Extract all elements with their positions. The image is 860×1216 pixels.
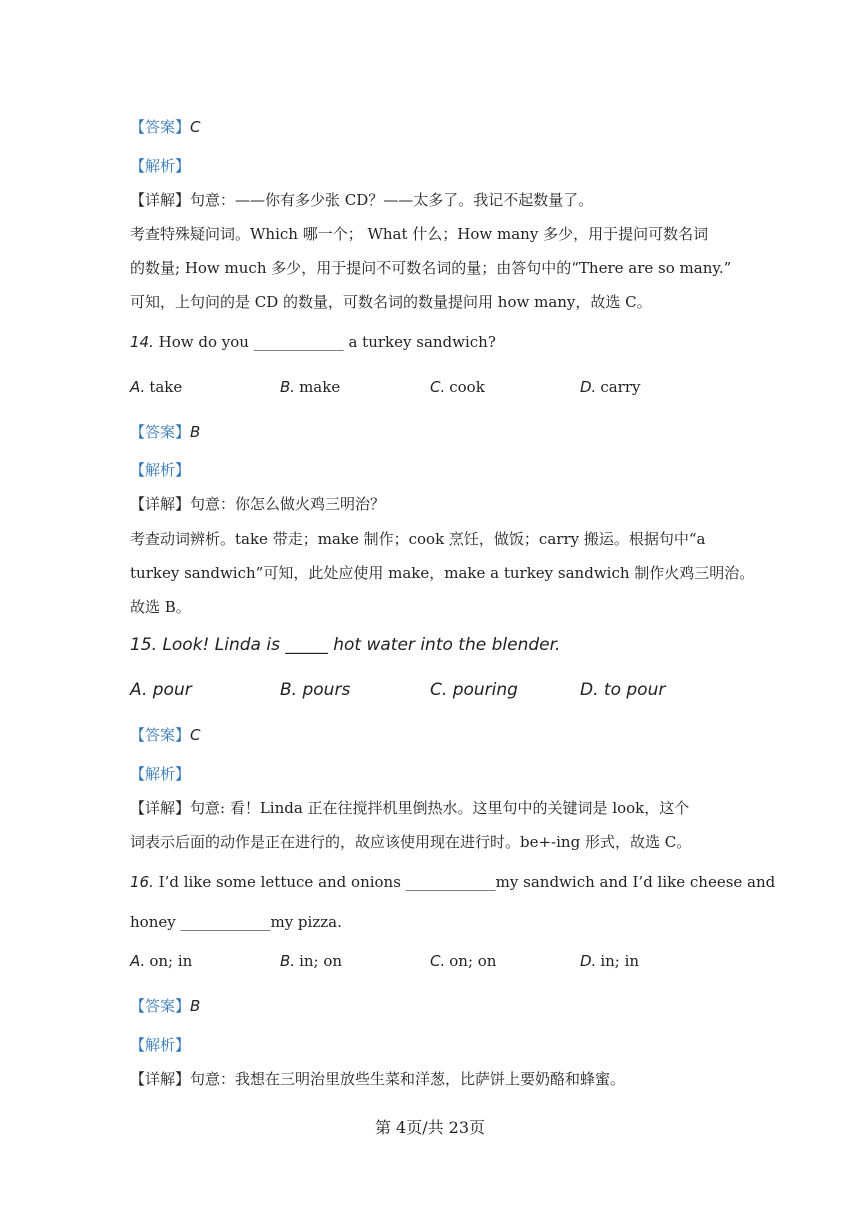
q16-analysis-label: 【解析】	[130, 1036, 191, 1054]
option-text: pouring	[452, 680, 518, 700]
answer-value: C	[190, 726, 201, 744]
option-letter: A.	[130, 378, 146, 396]
q14-option-a	[130, 377, 182, 397]
q13-detail-line: 【详解】句意：——你有多少张 CD？——太多了。我记不起数量了。	[130, 191, 594, 209]
option-text: to pour	[603, 680, 666, 700]
q14-analysis-label: 【解析】	[130, 461, 191, 479]
answer-label: 【答案】	[130, 118, 191, 136]
q14-detail-line: 故选 B。	[130, 598, 191, 616]
option-letter: B.	[280, 680, 298, 700]
q13-detail-line: 可知，上句问的是 CD 的数量，可数名词的数量提问用 how many，故选 C。	[130, 293, 652, 311]
answer-label: 【答案】	[130, 726, 191, 744]
q14-stem: How do you ____________ a turkey sandwich?	[158, 333, 496, 351]
option-letter: C.	[430, 952, 446, 970]
answer-label: 【答案】	[130, 997, 191, 1015]
q14-option-b	[280, 377, 340, 397]
q13-detail-line: 考查特殊疑问词。Which 哪一个； What 什么；How many 多少，用于提问可数名词	[130, 225, 709, 243]
q14-detail-line: turkey sandwich”可知，此处应使用 make，make a turkey sandwich 制作火鸡三明治。	[130, 564, 755, 582]
answer-label: 【答案】	[130, 423, 191, 441]
q14-answer	[130, 422, 200, 442]
q14-question	[130, 332, 496, 352]
q14-number: 14.	[130, 333, 154, 351]
q14-option-c	[430, 377, 485, 397]
q14-detail-line: 考查动词辨析。take 带走；make 制作；cook 烹饪，做饭；carry 搬运。根据句中“a	[130, 530, 706, 548]
q14-detail-line: 【详解】句意：你怎么做火鸡三明治？	[130, 495, 386, 513]
q13-detail-line: 的数量; How much 多少，用于提问不可数名词的量；由答句中的“There are so many.”	[130, 259, 732, 277]
option-text: cook	[449, 378, 485, 396]
option-text: pour	[152, 680, 192, 700]
q15-option-c	[430, 680, 518, 700]
option-letter: A.	[130, 680, 148, 700]
q15-option-b	[280, 680, 350, 700]
answer-value: C	[190, 118, 201, 136]
option-letter: D.	[580, 680, 599, 700]
q16-stem: I’d like some lettuce and onions ____________my sandwich and I’d like cheese and	[158, 873, 776, 891]
q15-option-a	[130, 680, 192, 700]
option-text: pours	[302, 680, 351, 700]
page-number-footer: 第 4页/共 23页	[374, 1118, 486, 1137]
answer-value: B	[190, 997, 201, 1015]
q16-option-a	[130, 951, 192, 971]
q15-answer	[130, 725, 201, 745]
q15-detail-line: 【详解】句意: 看！Linda 正在往搅拌机里倒热水。这里句中的关键词是 look，这个	[130, 799, 690, 817]
q15-question: 15. Look! Linda is _____ hot water into the blender.	[130, 635, 561, 655]
q14-option-d	[580, 377, 641, 397]
option-letter: D.	[580, 378, 597, 396]
option-letter: A.	[130, 952, 146, 970]
option-letter: C.	[430, 680, 448, 700]
option-text: make	[299, 378, 341, 396]
q16-detail-line: 【详解】句意：我想在三明治里放些生菜和洋葱，比萨饼上要奶酪和蜂蜜。	[130, 1070, 626, 1088]
option-text: in; in	[600, 952, 640, 970]
q16-option-c	[430, 951, 496, 971]
q16-answer	[130, 996, 200, 1016]
answer-value: B	[190, 423, 201, 441]
option-letter: D.	[580, 952, 597, 970]
q16-option-d	[580, 951, 639, 971]
q16-question	[130, 872, 775, 892]
option-letter: B.	[280, 952, 296, 970]
q16-stem-line2: honey ____________my pizza.	[130, 913, 342, 931]
q15-analysis-label: 【解析】	[130, 765, 191, 783]
option-text: on; in	[149, 952, 193, 970]
option-letter: B.	[280, 378, 296, 396]
q16-number: 16.	[130, 873, 154, 891]
option-letter: C.	[430, 378, 446, 396]
option-text: carry	[600, 378, 641, 396]
q15-option-d	[580, 680, 665, 700]
option-text: take	[149, 378, 183, 396]
option-text: in; on	[299, 952, 343, 970]
q13-analysis-label: 【解析】	[130, 157, 191, 175]
option-text: on; on	[449, 952, 497, 970]
q15-detail-line: 词表示后面的动作是正在进行的，故应该使用现在进行时。be+-ing 形式，故选 C。	[130, 833, 692, 851]
q13-answer	[130, 117, 201, 137]
q16-option-b	[280, 951, 342, 971]
